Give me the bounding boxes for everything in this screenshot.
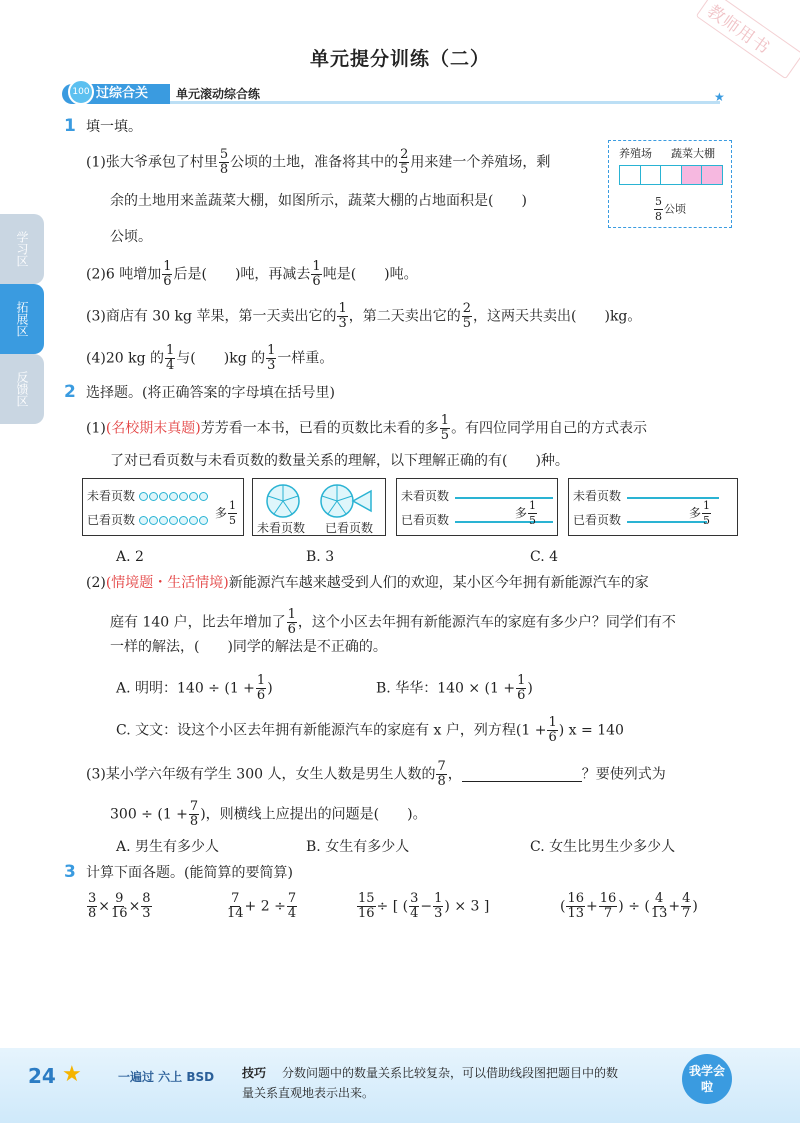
score-badge-icon: 100 bbox=[68, 79, 94, 105]
question-number: 1 bbox=[64, 116, 76, 136]
page-title: 单元提分训练（二） bbox=[309, 48, 490, 70]
tip-line2: 量关系直观地表示出来。 bbox=[242, 1086, 375, 1100]
footer bbox=[0, 1048, 800, 1123]
option-b-expr: B. 华华：140 × (1 + $\frac{1}{6}$ ) bbox=[376, 673, 533, 703]
land-bar bbox=[619, 165, 723, 185]
page-number: 24 bbox=[28, 1064, 56, 1088]
section-subtitle: 单元滚动综合练 bbox=[176, 87, 261, 101]
watermark-stamp: 教师用书 bbox=[686, 0, 800, 93]
option-a: A. 男生有多少人 bbox=[116, 839, 220, 855]
question-number: 3 bbox=[64, 862, 76, 882]
q2-item3-line1: (3)某小学六年级有学生 300 人，女生人数是男生人数的 $\frac{7}{8}$ ， ？要使列式为 bbox=[86, 759, 666, 789]
option-c: C. 4 bbox=[530, 549, 559, 565]
option-c: C. 女生比男生少多少人 bbox=[530, 839, 676, 855]
q1-item4: (4)20 kg 的 $\frac{1}{4}$ 与( )kg 的 $\frac{1}{3}$ 一样重。 bbox=[86, 343, 334, 373]
tip-line1: 分数问题中的数量关系比较复杂，可以借助线段图把题目中的数 bbox=[282, 1066, 619, 1080]
section-label: 过综合关 bbox=[62, 84, 170, 104]
calc-4: ( $\frac{16}{13}$ + $\frac{16}{7}$ ) ÷ ( $\frac{4}{13}$ + $\frac{4}{7}$ ) bbox=[560, 891, 698, 921]
calc-1: $\frac{3}{8}$ × $\frac{9}{16}$ × $\frac{8}{3}$ bbox=[88, 891, 151, 921]
model-box-c: 未看页数 已看页数 多 $\frac{1}{5}$ bbox=[396, 478, 558, 536]
model-box-a: 未看页数 已看页数 多 $\frac{1}{5}$ bbox=[82, 478, 244, 536]
section-line bbox=[170, 101, 720, 104]
option-a: A. 2 bbox=[116, 549, 144, 565]
calc-2: $\frac{7}{14}$ + 2 ÷ $\frac{7}{4}$ bbox=[227, 891, 297, 921]
q2-item2-line1: (2)(情境题・生活情境)新能源汽车越来越受到人们的欢迎，某小区今年拥有新能源汽车的家 bbox=[86, 575, 649, 591]
q1-item1-line3: 公顷。 bbox=[110, 229, 152, 245]
figure-label-greenhouse: 蔬菜大棚 bbox=[671, 147, 715, 160]
star-icon: ★ bbox=[714, 90, 725, 104]
option-c-expr: C. 文文：设这个小区去年拥有新能源汽车的家庭有 x 户，列方程(1 + $\frac{1}{6}$ ) x = 140 bbox=[116, 715, 624, 745]
side-tab-feedback[interactable]: 反馈区 bbox=[0, 354, 44, 424]
q1-item1-line2: 余的土地用来盖蔬菜大棚，如图所示，蔬菜大棚的占地面积是( ) bbox=[110, 193, 527, 209]
figure-label-farm: 养殖场 bbox=[619, 147, 652, 160]
figure-total: $\frac{5}{8}$ 公顷 bbox=[655, 195, 686, 223]
question-title: 填一填。 bbox=[86, 119, 142, 135]
q1-item1-line1: (1)张大爷承包了村里 $\frac{5}{8}$ 公顷的土地，准备将其中的 $\frac{2}{5}$ 用来建一个养殖场，剩 bbox=[86, 147, 551, 177]
tip-label: 技巧 bbox=[242, 1066, 267, 1080]
model-box-b: 未看页数 已看页数 bbox=[252, 478, 386, 536]
q2-item2-line3: 一样的解法，( )同学的解法是不正确的。 bbox=[110, 639, 387, 655]
side-tab-extend[interactable]: 拓展区 bbox=[0, 284, 44, 354]
section-header bbox=[62, 84, 725, 104]
brand-name: 一遍过 六上 BSD bbox=[118, 1070, 215, 1084]
q1-item2: (2)6 吨增加 $\frac{1}{6}$ 后是( )吨，再减去 $\frac{1}{6}$ 吨是( )吨。 bbox=[86, 259, 418, 289]
option-a-expr: A. 明明：140 ÷ (1 + $\frac{1}{6}$ ) bbox=[116, 673, 273, 703]
logo-badge: 我学会啦 bbox=[682, 1054, 732, 1104]
q2-item3-line2: 300 ÷ (1 + $\frac{7}{8}$ )，则横线上应提出的问题是( )。 bbox=[110, 799, 427, 829]
question-title: 计算下面各题。(能简算的要简算) bbox=[86, 865, 293, 881]
calc-3: $\frac{15}{16}$ ÷ [ ( $\frac{3}{4}$ − $\frac{1}{3}$ ) × 3 ] bbox=[358, 891, 490, 921]
question-number: 2 bbox=[64, 382, 76, 402]
option-b: B. 女生有多少人 bbox=[306, 839, 410, 855]
q2-item1-line2: 了对已看页数与未看页数的数量关系的理解，以下理解正确的有( )种。 bbox=[110, 453, 569, 469]
q1-item3: (3)商店有 30 kg 苹果，第一天卖出它的 $\frac{1}{3}$ ，第二天卖出它的 $\frac{2}{5}$ ，这两天共卖出( )kg。 bbox=[86, 301, 642, 331]
question-title: 选择题。(将正确答案的字母填在括号里) bbox=[86, 385, 335, 401]
option-b: B. 3 bbox=[306, 549, 335, 565]
model-box-d: 未看页数 已看页数 多 $\frac{1}{5}$ bbox=[568, 478, 738, 536]
land-figure bbox=[608, 140, 732, 228]
q2-item2-line2: 庭有 140 户，比去年增加了 $\frac{1}{6}$ ，这个小区去年拥有新能源汽车的家庭有多少户？同学们有不 bbox=[110, 607, 676, 637]
side-tab-study[interactable]: 学习区 bbox=[0, 214, 44, 284]
q2-item1-line1: (1)(名校期末真题)芳芳看一本书，已看的页数比未看的多 $\frac{1}{5}$ 。有四位同学用自己的方式表示 bbox=[86, 413, 648, 443]
star-mascot-icon: ★ bbox=[62, 1062, 82, 1087]
